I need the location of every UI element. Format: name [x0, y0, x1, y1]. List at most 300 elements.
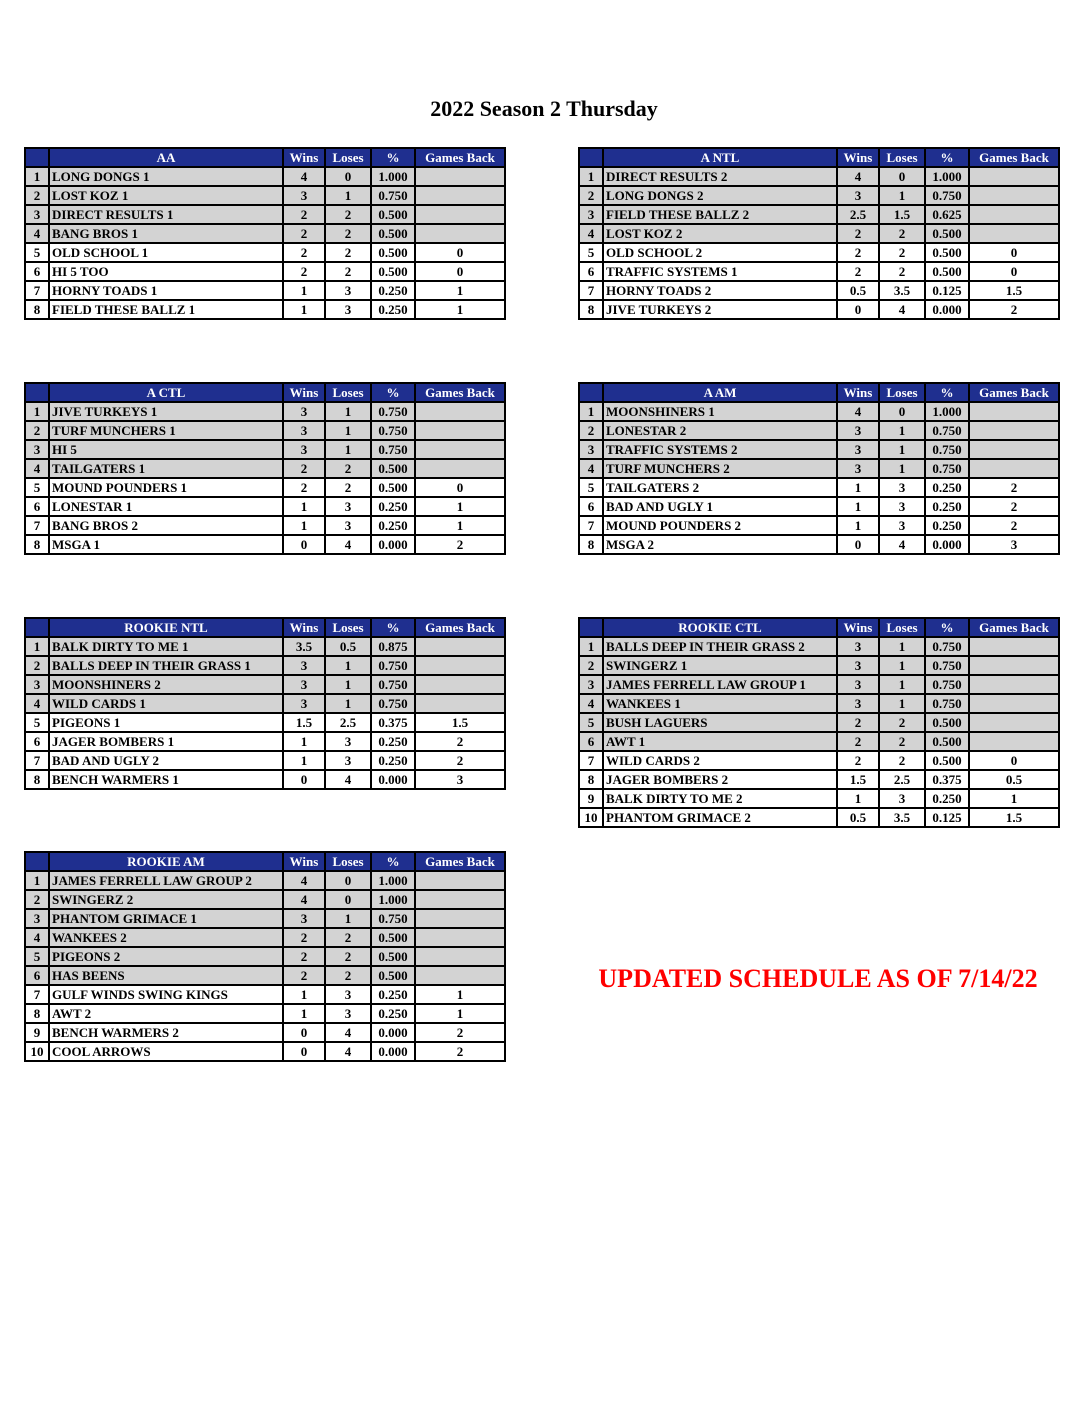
games-back-cell	[415, 675, 505, 694]
wins-cell: 1	[283, 985, 325, 1004]
team-cell: WILD CARDS 2	[603, 751, 837, 770]
rank-cell: 7	[25, 751, 49, 770]
team-cell: BANG BROS 1	[49, 224, 283, 243]
loses-cell: 3	[325, 732, 371, 751]
team-cell: PIGEONS 2	[49, 947, 283, 966]
rank-cell: 2	[579, 186, 603, 205]
header-loses: Loses	[325, 383, 371, 402]
rank-cell: 3	[25, 675, 49, 694]
wins-cell: 2	[283, 928, 325, 947]
team-cell: WANKEES 1	[603, 694, 837, 713]
header-loses: Loses	[879, 148, 925, 167]
table-row	[579, 497, 1059, 516]
team-cell: MOUND POUNDERS 2	[603, 516, 837, 535]
header-games-back: Games Back	[415, 383, 505, 402]
table-row	[25, 909, 505, 928]
rank-cell: 1	[25, 637, 49, 656]
table-header-row	[25, 618, 505, 637]
rank-cell: 5	[25, 947, 49, 966]
games-back-cell: 3	[969, 535, 1059, 554]
wins-cell: 0	[837, 535, 879, 554]
pct-cell: 0.250	[371, 751, 415, 770]
team-cell: FIELD THESE BALLZ 2	[603, 205, 837, 224]
games-back-cell	[969, 732, 1059, 751]
games-back-cell: 1	[969, 789, 1059, 808]
pct-cell: 0.250	[925, 497, 969, 516]
loses-cell: 4	[325, 1023, 371, 1042]
updated-schedule-notice: UPDATED SCHEDULE AS OF 7/14/22	[598, 964, 1038, 993]
pct-cell: 0.500	[925, 243, 969, 262]
wins-cell: 3	[283, 186, 325, 205]
games-back-cell	[415, 224, 505, 243]
table-row	[25, 459, 505, 478]
team-cell: TURF MUNCHERS 2	[603, 459, 837, 478]
team-cell: FIELD THESE BALLZ 1	[49, 300, 283, 319]
division-table-rookie-am	[24, 851, 506, 1062]
wins-cell: 1	[283, 1004, 325, 1023]
table-row	[25, 421, 505, 440]
wins-cell: 2.5	[837, 205, 879, 224]
rank-cell: 5	[579, 243, 603, 262]
loses-cell: 4	[325, 1042, 371, 1061]
loses-cell: 0	[325, 167, 371, 186]
wins-cell: 1	[283, 751, 325, 770]
team-cell: BALLS DEEP IN THEIR GRASS 2	[603, 637, 837, 656]
loses-cell: 0	[879, 402, 925, 421]
wins-cell: 2	[283, 224, 325, 243]
games-back-cell	[969, 205, 1059, 224]
rank-cell: 2	[579, 421, 603, 440]
table-row	[25, 656, 505, 675]
loses-cell: 3	[325, 985, 371, 1004]
rank-cell: 6	[579, 497, 603, 516]
rank-cell: 9	[579, 789, 603, 808]
games-back-cell: 2	[969, 300, 1059, 319]
header-pct: %	[371, 383, 415, 402]
loses-cell: 1	[325, 186, 371, 205]
team-cell: WANKEES 2	[49, 928, 283, 947]
pct-cell: 0.500	[925, 262, 969, 281]
team-cell: BANG BROS 2	[49, 516, 283, 535]
games-back-cell: 2	[415, 535, 505, 554]
pct-cell: 1.000	[371, 890, 415, 909]
pct-cell: 0.750	[925, 459, 969, 478]
loses-cell: 1	[879, 656, 925, 675]
wins-cell: 0.5	[837, 808, 879, 827]
games-back-cell	[415, 440, 505, 459]
games-back-cell	[969, 402, 1059, 421]
header-loses: Loses	[325, 618, 371, 637]
games-back-cell: 2	[415, 751, 505, 770]
table-row	[25, 694, 505, 713]
pct-cell: 0.250	[371, 300, 415, 319]
table-row	[25, 675, 505, 694]
loses-cell: 1	[325, 675, 371, 694]
loses-cell: 0	[325, 871, 371, 890]
loses-cell: 3	[325, 497, 371, 516]
rank-cell: 9	[25, 1023, 49, 1042]
rank-cell: 6	[25, 732, 49, 751]
table-row	[579, 459, 1059, 478]
wins-cell: 4	[283, 167, 325, 186]
games-back-cell	[415, 656, 505, 675]
games-back-cell: 2	[415, 732, 505, 751]
table-row	[579, 167, 1059, 186]
team-cell: HORNY TOADS 1	[49, 281, 283, 300]
team-cell: PHANTOM GRIMACE 2	[603, 808, 837, 827]
games-back-cell: 1	[415, 985, 505, 1004]
table-row	[25, 1004, 505, 1023]
loses-cell: 2	[879, 751, 925, 770]
pct-cell: 0.375	[371, 713, 415, 732]
rank-cell: 8	[579, 770, 603, 789]
rank-cell: 4	[25, 694, 49, 713]
pct-cell: 0.250	[371, 516, 415, 535]
pct-cell: 0.500	[371, 205, 415, 224]
table-row	[579, 694, 1059, 713]
pct-cell: 0.500	[925, 713, 969, 732]
games-back-cell	[969, 421, 1059, 440]
table-row	[25, 186, 505, 205]
wins-cell: 0	[283, 770, 325, 789]
table-header-row	[25, 148, 505, 167]
wins-cell: 3	[283, 909, 325, 928]
pct-cell: 0.750	[371, 909, 415, 928]
rank-cell: 1	[25, 402, 49, 421]
wins-cell: 3.5	[283, 637, 325, 656]
wins-cell: 3	[837, 459, 879, 478]
table-row	[579, 637, 1059, 656]
games-back-cell	[415, 694, 505, 713]
games-back-cell	[415, 928, 505, 947]
table-row	[25, 497, 505, 516]
table-row	[579, 224, 1059, 243]
rank-cell: 1	[25, 871, 49, 890]
rank-cell: 2	[25, 890, 49, 909]
team-cell: BALLS DEEP IN THEIR GRASS 1	[49, 656, 283, 675]
header-pct: %	[371, 148, 415, 167]
table-header-row	[579, 148, 1059, 167]
games-back-cell: 1.5	[415, 713, 505, 732]
division-table-a-ntl	[578, 147, 1060, 320]
header-pct: %	[371, 618, 415, 637]
loses-cell: 3	[879, 516, 925, 535]
header-division-name: ROOKIE AM	[49, 852, 283, 871]
pct-cell: 0.500	[371, 243, 415, 262]
pct-cell: 0.375	[925, 770, 969, 789]
wins-cell: 4	[283, 871, 325, 890]
header-rank	[579, 148, 603, 167]
rank-cell: 3	[25, 909, 49, 928]
team-cell: BAD AND UGLY 2	[49, 751, 283, 770]
loses-cell: 1	[325, 402, 371, 421]
division-table-aa	[24, 147, 506, 320]
loses-cell: 2.5	[325, 713, 371, 732]
games-back-cell	[415, 402, 505, 421]
team-cell: MOONSHINERS 1	[603, 402, 837, 421]
pct-cell: 1.000	[371, 871, 415, 890]
loses-cell: 3	[325, 300, 371, 319]
wins-cell: 2	[837, 243, 879, 262]
table-row	[579, 789, 1059, 808]
table-row	[25, 1023, 505, 1042]
loses-cell: 2	[879, 224, 925, 243]
wins-cell: 0	[283, 535, 325, 554]
table-row	[579, 732, 1059, 751]
header-games-back: Games Back	[969, 383, 1059, 402]
rank-cell: 3	[25, 205, 49, 224]
games-back-cell: 2	[969, 497, 1059, 516]
games-back-cell	[969, 637, 1059, 656]
team-cell: HAS BEENS	[49, 966, 283, 985]
games-back-cell	[415, 205, 505, 224]
header-rank	[25, 852, 49, 871]
wins-cell: 3	[283, 656, 325, 675]
header-games-back: Games Back	[415, 852, 505, 871]
rank-cell: 4	[25, 224, 49, 243]
team-cell: HORNY TOADS 2	[603, 281, 837, 300]
rank-cell: 2	[25, 421, 49, 440]
header-loses: Loses	[879, 383, 925, 402]
games-back-cell	[415, 637, 505, 656]
rank-cell: 8	[25, 1004, 49, 1023]
games-back-cell	[969, 656, 1059, 675]
header-loses: Loses	[879, 618, 925, 637]
table-row	[25, 535, 505, 554]
pct-cell: 0.250	[371, 281, 415, 300]
games-back-cell: 0	[415, 243, 505, 262]
loses-cell: 3	[879, 497, 925, 516]
team-cell: HI 5 TOO	[49, 262, 283, 281]
table-row	[579, 300, 1059, 319]
wins-cell: 3	[283, 421, 325, 440]
wins-cell: 4	[837, 402, 879, 421]
pct-cell: 0.250	[371, 985, 415, 1004]
wins-cell: 1.5	[283, 713, 325, 732]
team-cell: AWT 1	[603, 732, 837, 751]
team-cell: LONG DONGS 2	[603, 186, 837, 205]
team-cell: TAILGATERS 1	[49, 459, 283, 478]
rank-cell: 6	[579, 262, 603, 281]
loses-cell: 2	[325, 947, 371, 966]
loses-cell: 2	[879, 732, 925, 751]
rank-cell: 7	[25, 516, 49, 535]
loses-cell: 2	[325, 966, 371, 985]
games-back-cell	[415, 459, 505, 478]
wins-cell: 0.5	[837, 281, 879, 300]
division-table-a-am	[578, 382, 1060, 555]
pct-cell: 0.500	[925, 732, 969, 751]
team-cell: BALK DIRTY TO ME 2	[603, 789, 837, 808]
pct-cell: 0.750	[925, 440, 969, 459]
header-wins: Wins	[283, 383, 325, 402]
header-division-name: ROOKIE NTL	[49, 618, 283, 637]
rank-cell: 1	[579, 637, 603, 656]
loses-cell: 1	[879, 459, 925, 478]
loses-cell: 2	[325, 459, 371, 478]
table-row	[25, 770, 505, 789]
wins-cell: 2	[837, 262, 879, 281]
table-row	[25, 871, 505, 890]
header-rank	[25, 148, 49, 167]
team-cell: MOONSHINERS 2	[49, 675, 283, 694]
pct-cell: 0.500	[925, 224, 969, 243]
pct-cell: 0.625	[925, 205, 969, 224]
table-row	[579, 751, 1059, 770]
rank-cell: 4	[25, 459, 49, 478]
team-cell: COOL ARROWS	[49, 1042, 283, 1061]
rank-cell: 6	[579, 732, 603, 751]
wins-cell: 2	[283, 205, 325, 224]
team-cell: PHANTOM GRIMACE 1	[49, 909, 283, 928]
loses-cell: 1	[879, 421, 925, 440]
pct-cell: 0.500	[371, 224, 415, 243]
division-table-a-ctl	[24, 382, 506, 555]
pct-cell: 0.750	[371, 421, 415, 440]
games-back-cell: 0	[969, 243, 1059, 262]
games-back-cell	[415, 890, 505, 909]
table-row	[25, 890, 505, 909]
table-row	[25, 928, 505, 947]
rank-cell: 4	[579, 224, 603, 243]
pct-cell: 0.750	[371, 675, 415, 694]
wins-cell: 3	[837, 656, 879, 675]
header-rank	[579, 383, 603, 402]
loses-cell: 1	[879, 637, 925, 656]
table-row	[579, 205, 1059, 224]
games-back-cell: 2	[415, 1023, 505, 1042]
rank-cell: 7	[25, 281, 49, 300]
wins-cell: 1	[283, 281, 325, 300]
pct-cell: 0.000	[371, 1042, 415, 1061]
games-back-cell	[415, 909, 505, 928]
loses-cell: 1	[325, 421, 371, 440]
table-row	[25, 167, 505, 186]
loses-cell: 1	[879, 186, 925, 205]
table-row	[579, 440, 1059, 459]
pct-cell: 0.750	[925, 186, 969, 205]
wins-cell: 3	[283, 675, 325, 694]
pct-cell: 0.750	[925, 694, 969, 713]
rank-cell: 4	[579, 459, 603, 478]
loses-cell: 2.5	[879, 770, 925, 789]
wins-cell: 3	[837, 694, 879, 713]
team-cell: GULF WINDS SWING KINGS	[49, 985, 283, 1004]
rank-cell: 1	[579, 167, 603, 186]
loses-cell: 0.5	[325, 637, 371, 656]
team-cell: JAGER BOMBERS 1	[49, 732, 283, 751]
table-row	[25, 478, 505, 497]
header-division-name: A CTL	[49, 383, 283, 402]
wins-cell: 3	[837, 675, 879, 694]
wins-cell: 0	[837, 300, 879, 319]
games-back-cell: 0.5	[969, 770, 1059, 789]
wins-cell: 3	[837, 421, 879, 440]
team-cell: BAD AND UGLY 1	[603, 497, 837, 516]
team-cell: DIRECT RESULTS 2	[603, 167, 837, 186]
table-header-row	[579, 618, 1059, 637]
wins-cell: 2	[283, 243, 325, 262]
team-cell: MSGA 2	[603, 535, 837, 554]
team-cell: JIVE TURKEYS 1	[49, 402, 283, 421]
wins-cell: 2	[837, 224, 879, 243]
pct-cell: 0.000	[371, 1023, 415, 1042]
games-back-cell	[969, 459, 1059, 478]
rank-cell: 7	[579, 516, 603, 535]
loses-cell: 1	[879, 440, 925, 459]
header-division-name: A AM	[603, 383, 837, 402]
team-cell: MSGA 1	[49, 535, 283, 554]
rank-cell: 5	[579, 713, 603, 732]
wins-cell: 1	[837, 497, 879, 516]
games-back-cell	[969, 694, 1059, 713]
pct-cell: 0.000	[371, 770, 415, 789]
wins-cell: 4	[283, 890, 325, 909]
header-wins: Wins	[283, 148, 325, 167]
table-row	[579, 186, 1059, 205]
header-pct: %	[925, 383, 969, 402]
header-rank	[25, 618, 49, 637]
team-cell: LONG DONGS 1	[49, 167, 283, 186]
table-row	[579, 808, 1059, 827]
rank-cell: 3	[579, 205, 603, 224]
rank-cell: 10	[25, 1042, 49, 1061]
pct-cell: 0.750	[925, 675, 969, 694]
header-games-back: Games Back	[415, 618, 505, 637]
table-row	[579, 656, 1059, 675]
pct-cell: 0.500	[371, 478, 415, 497]
table-row	[25, 985, 505, 1004]
games-back-cell	[969, 440, 1059, 459]
table-row	[579, 516, 1059, 535]
header-division-name: ROOKIE CTL	[603, 618, 837, 637]
pct-cell: 0.250	[371, 732, 415, 751]
header-rank	[25, 383, 49, 402]
games-back-cell	[969, 713, 1059, 732]
loses-cell: 1	[879, 694, 925, 713]
pct-cell: 0.000	[925, 535, 969, 554]
rank-cell: 2	[25, 186, 49, 205]
wins-cell: 1	[283, 516, 325, 535]
team-cell: LONESTAR 2	[603, 421, 837, 440]
header-games-back: Games Back	[415, 148, 505, 167]
games-back-cell: 1	[415, 497, 505, 516]
header-loses: Loses	[325, 148, 371, 167]
games-back-cell	[415, 186, 505, 205]
loses-cell: 4	[325, 535, 371, 554]
games-back-cell	[415, 871, 505, 890]
rank-cell: 6	[25, 497, 49, 516]
table-row	[25, 516, 505, 535]
table-header-row	[579, 383, 1059, 402]
wins-cell: 3	[837, 186, 879, 205]
pct-cell: 1.000	[925, 167, 969, 186]
rank-cell: 8	[579, 300, 603, 319]
games-back-cell: 1	[415, 1004, 505, 1023]
table-row	[25, 637, 505, 656]
games-back-cell: 0	[415, 262, 505, 281]
table-row	[25, 966, 505, 985]
pct-cell: 0.500	[925, 751, 969, 770]
table-row	[579, 713, 1059, 732]
wins-cell: 1	[283, 300, 325, 319]
table-row	[579, 421, 1059, 440]
header-pct: %	[925, 148, 969, 167]
games-back-cell: 1.5	[969, 281, 1059, 300]
pct-cell: 0.750	[371, 402, 415, 421]
team-cell: LOST KOZ 2	[603, 224, 837, 243]
team-cell: BALK DIRTY TO ME 1	[49, 637, 283, 656]
